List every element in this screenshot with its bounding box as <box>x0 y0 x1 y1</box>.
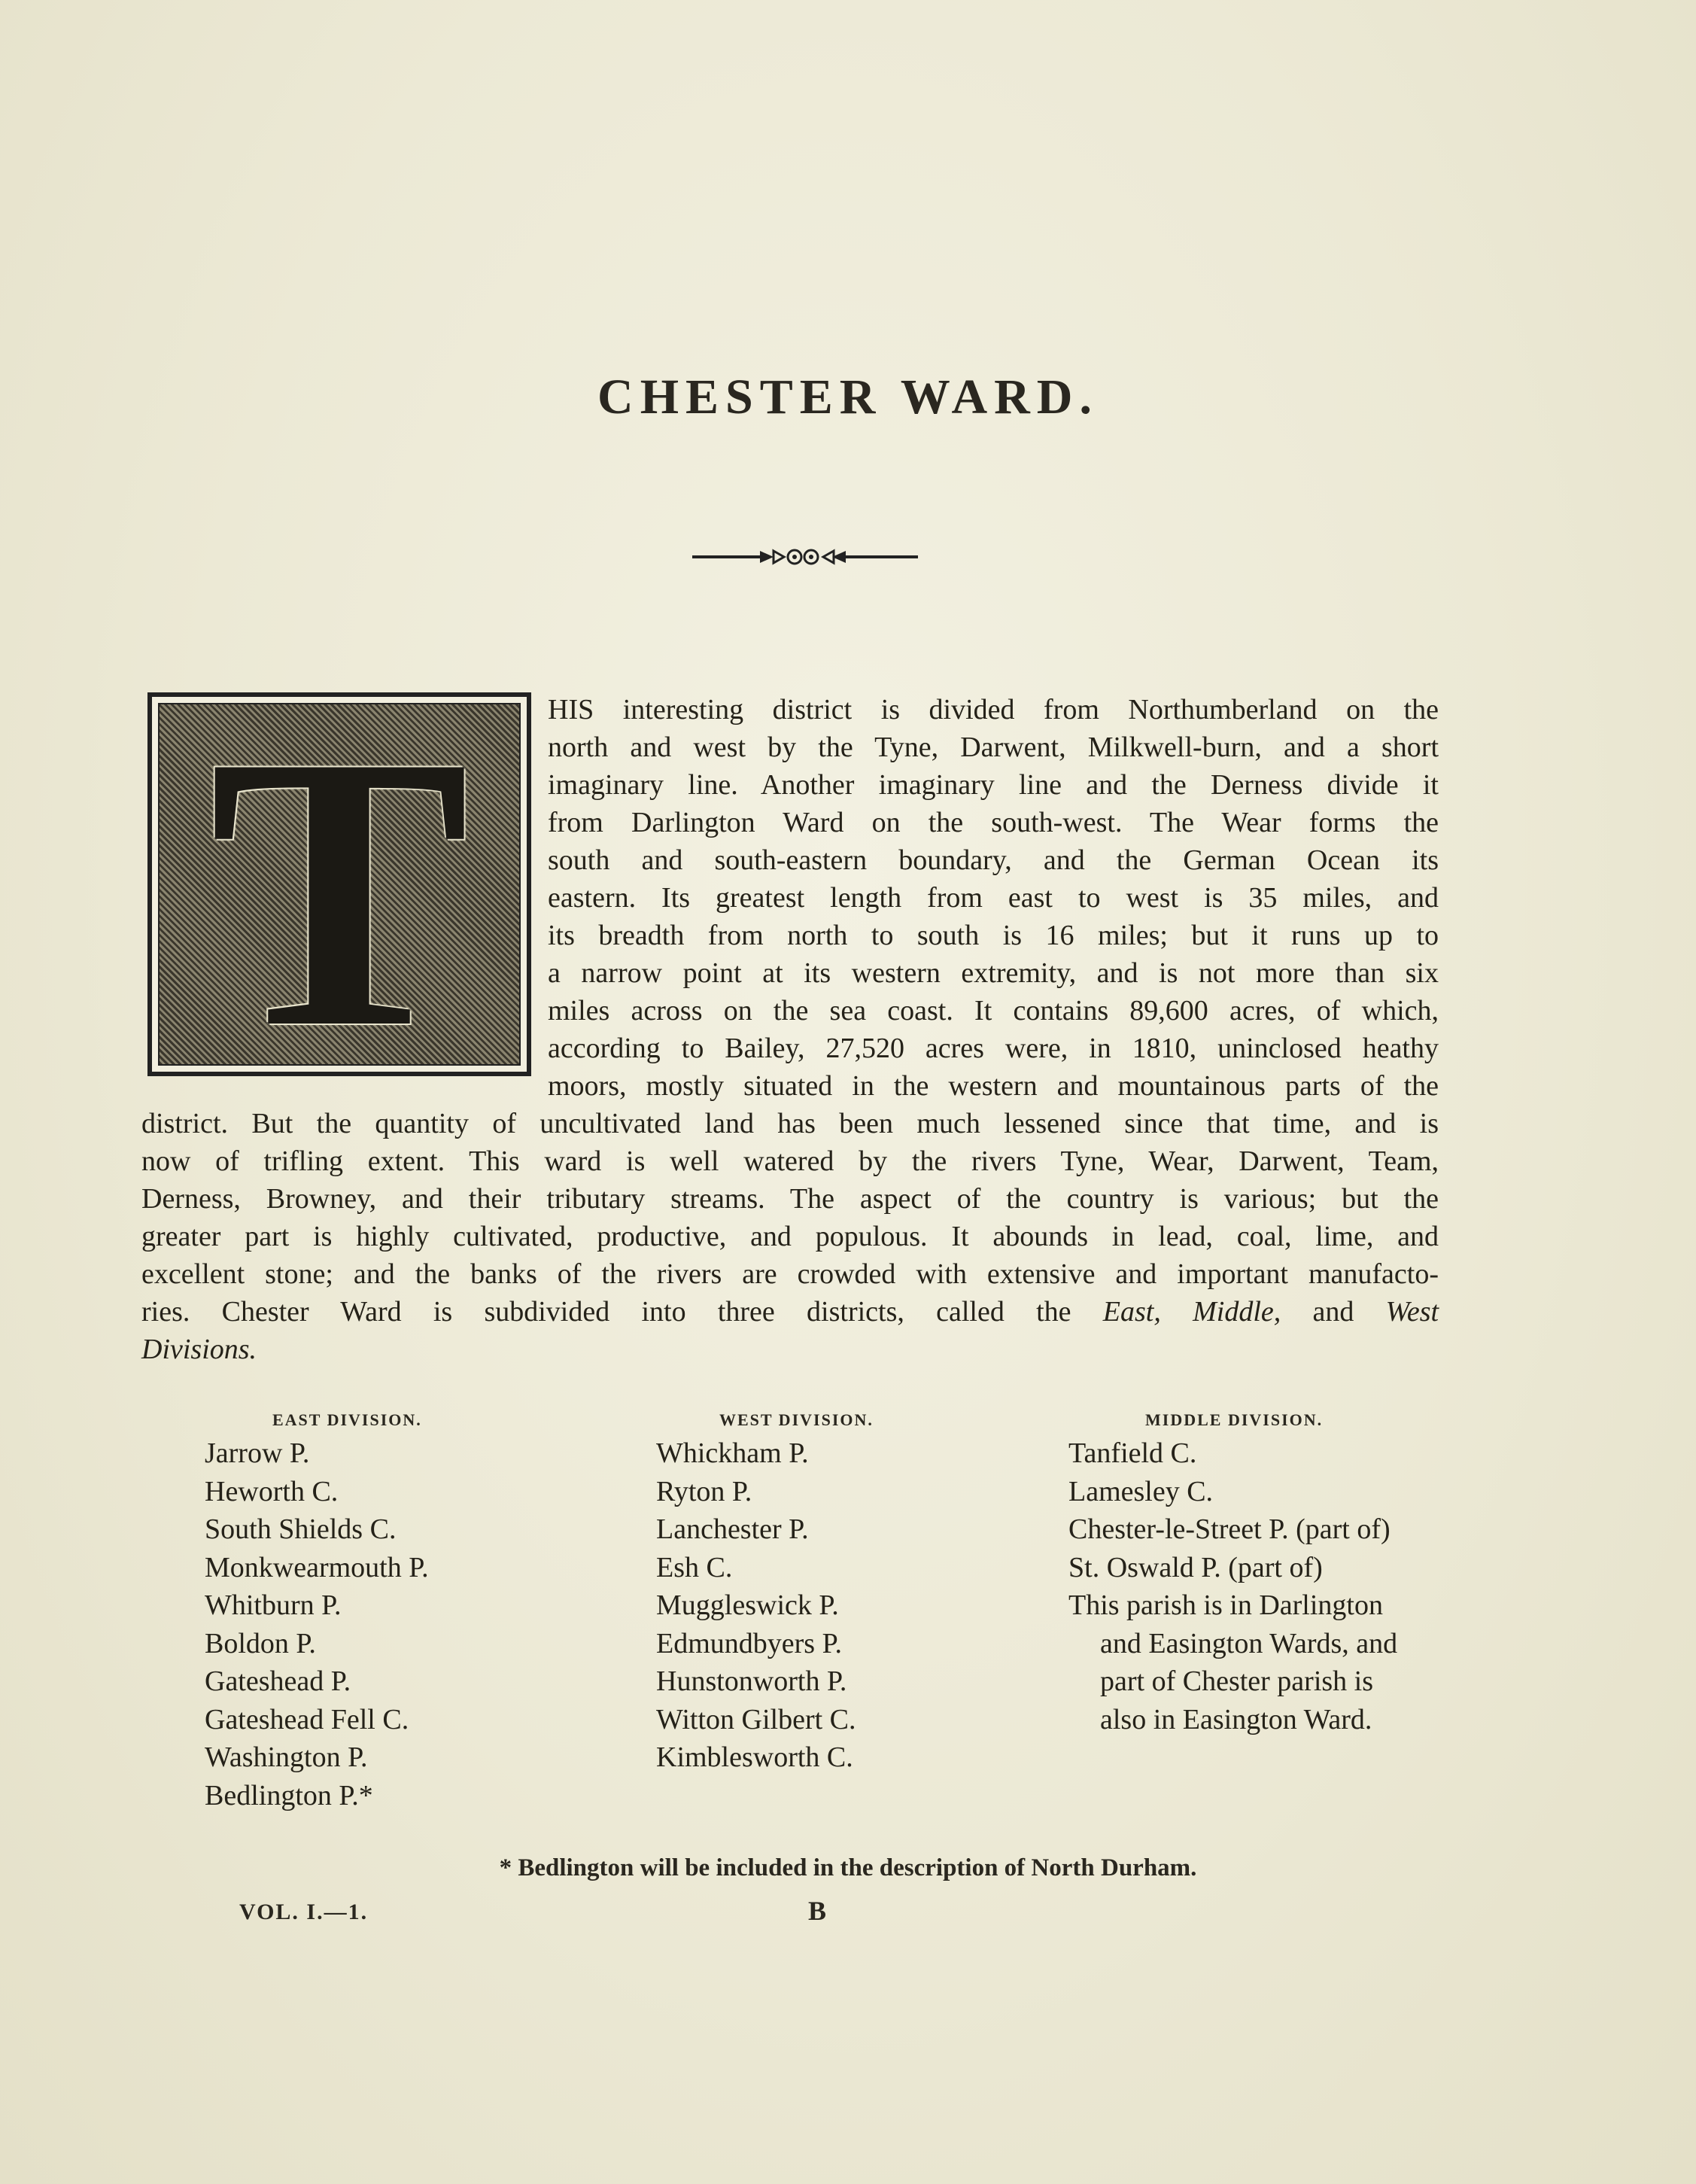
engraved-initial-background <box>158 703 521 1066</box>
paragraph-line: imaginary line. Another imaginary line and the Derness divide it <box>548 769 1439 801</box>
list-item: Esh C. <box>656 1551 733 1583</box>
middle-division-list <box>1068 1434 1397 1738</box>
list-item: Heworth C. <box>205 1475 339 1507</box>
list-item: St. Oswald P. (part of) <box>1068 1551 1323 1583</box>
paragraph-line: miles across on the sea coast. It contains 89,600 acres, of which, <box>548 995 1439 1027</box>
paragraph-full <box>141 1105 1439 1368</box>
list-item: Ryton P. <box>656 1475 752 1507</box>
list-item: Whickham P. <box>656 1437 809 1469</box>
list-item: Gateshead P. <box>205 1665 351 1697</box>
paragraph-line: excellent stone; and the banks of the rivers are crowded with extensive and important manufacto- <box>141 1258 1439 1290</box>
page-title: CHESTER WARD. <box>597 370 1099 424</box>
paragraph-line: a narrow point at its western extremity, and is not more than six <box>548 957 1439 989</box>
middle-division-note-line: and Easington Wards, and <box>1100 1627 1398 1659</box>
list-item: Boldon P. <box>205 1627 316 1659</box>
signature-mark: B <box>808 1896 827 1926</box>
ornament-divider <box>685 542 926 572</box>
paragraph-line: south and south-eastern boundary, and the German Ocean its <box>548 844 1439 876</box>
paragraph-line: greater part is highly cultivated, productive, and populous. It abounds in lead, coal, lime, and <box>141 1221 1439 1252</box>
list-item: Whitburn P. <box>205 1589 342 1621</box>
list-item: Washington P. <box>205 1741 368 1773</box>
conjunction: and <box>1312 1296 1354 1328</box>
list-item: Bedlington P.* <box>205 1779 373 1811</box>
list-item: Jarrow P. <box>205 1437 310 1469</box>
west-division-list <box>656 1434 856 1777</box>
paragraph-line: moors, mostly situated in the western and mountainous parts of the <box>548 1070 1439 1102</box>
west-division-ref: West <box>1385 1296 1439 1328</box>
initial-letter: T <box>208 703 470 1066</box>
middle-division-ref: Middle, <box>1193 1296 1281 1328</box>
list-item: Tanfield C. <box>1068 1437 1197 1469</box>
middle-division-title: MIDDLE DIVISION. <box>1145 1410 1324 1429</box>
paragraph-line: now of trifling extent. This ward is well watered by the rivers Tyne, Wear, Darwent, Team, <box>141 1145 1439 1177</box>
list-item: Hunstonworth P. <box>656 1665 847 1697</box>
middle-division-note-line: also in Easington Ward. <box>1100 1703 1372 1735</box>
list-item: Muggleswick P. <box>656 1589 839 1621</box>
paragraph-indented <box>548 691 1439 1105</box>
paragraph-line <box>141 1293 1439 1331</box>
paragraph-line: district. But the quantity of uncultivated land has been much lessened since that time, and is <box>141 1108 1439 1139</box>
paragraph-line: according to Bailey, 27,520 acres were, in 1810, uninclosed heathy <box>548 1033 1439 1064</box>
paragraph-line: eastern. Its greatest length from east to west is 35 miles, and <box>548 882 1439 914</box>
paragraph-line: north and west by the Tyne, Darwent, Milkwell-burn, and a short <box>548 732 1439 763</box>
line-text: ries. Chester Ward is subdivided into three districts, called the <box>141 1296 1071 1328</box>
list-item: Edmundbyers P. <box>656 1627 842 1659</box>
paragraph-line: Divisions. <box>141 1334 257 1365</box>
footnote: * Bedlington will be included in the description of North Durham. <box>499 1854 1197 1881</box>
list-item: Witton Gilbert C. <box>656 1703 856 1735</box>
paragraph-line: HIS interesting district is divided from Northumberland on the <box>548 694 1439 725</box>
paragraph-line: its breadth from north to south is 16 miles; but it runs up to <box>548 920 1439 951</box>
list-item: Kimblesworth C. <box>656 1741 853 1773</box>
middle-division-note-line: This parish is in Darlington <box>1068 1589 1383 1621</box>
list-item: Gateshead Fell C. <box>205 1703 409 1735</box>
list-item: Monkwearmouth P. <box>205 1551 429 1583</box>
east-division-ref: East, <box>1102 1296 1161 1328</box>
paragraph-line: Derness, Browney, and their tributary streams. The aspect of the country is various; but the <box>141 1183 1439 1215</box>
decorated-initial <box>147 692 531 1076</box>
east-division-list <box>205 1434 429 1814</box>
middle-division-note-line: part of Chester parish is <box>1100 1665 1374 1697</box>
east-division-title: EAST DIVISION. <box>272 1410 422 1429</box>
list-item: Lanchester P. <box>656 1513 809 1545</box>
list-item: South Shields C. <box>205 1513 397 1545</box>
volume-mark: VOL. I.—1. <box>239 1900 369 1924</box>
paragraph-line: from Darlington Ward on the south-west. The Wear forms the <box>548 807 1439 838</box>
list-item: Chester-le-Street P. (part of) <box>1068 1513 1391 1545</box>
west-division-title: WEST DIVISION. <box>719 1410 874 1429</box>
list-item: Lamesley C. <box>1068 1475 1214 1507</box>
